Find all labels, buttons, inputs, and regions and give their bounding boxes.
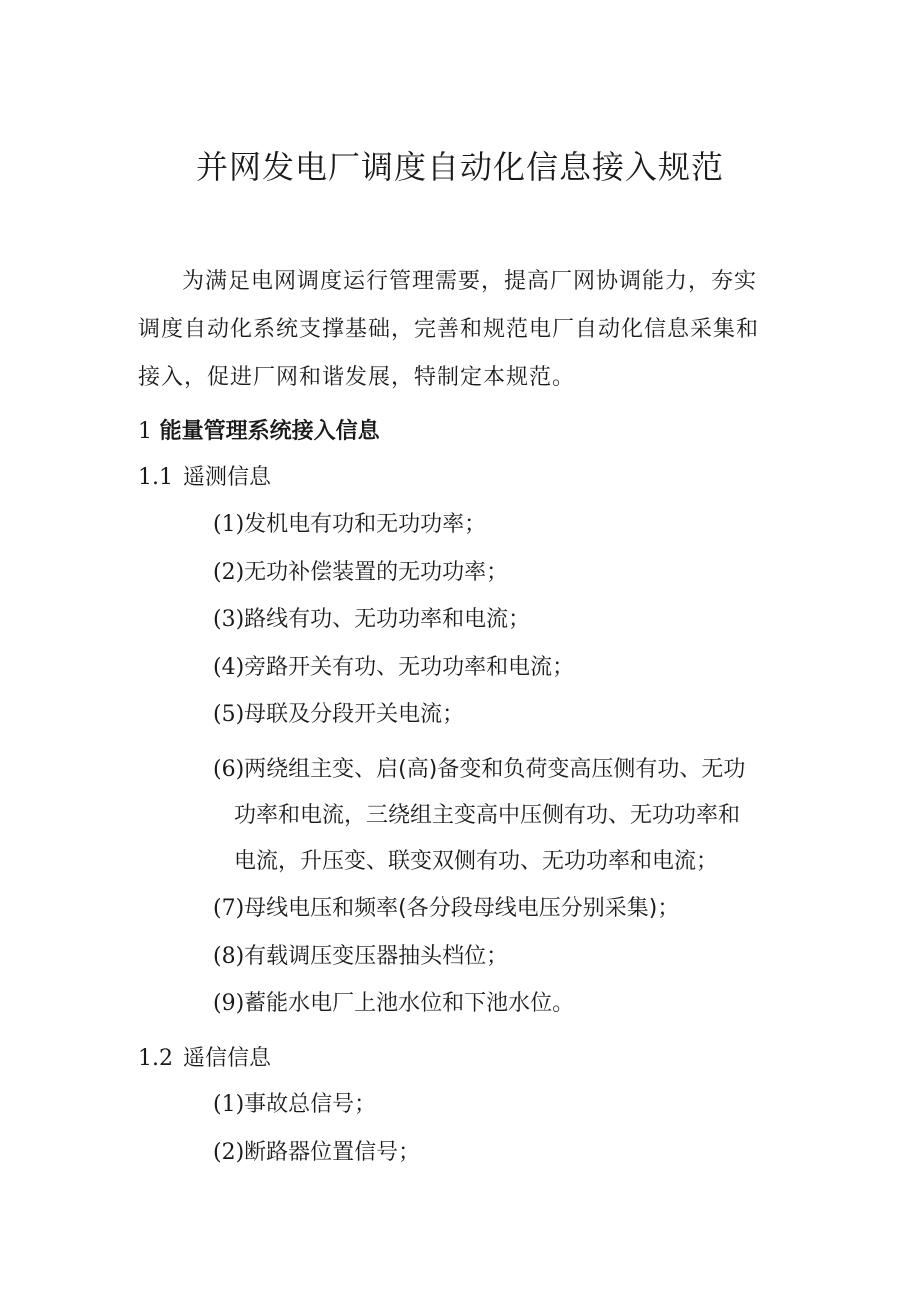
list-item	[213, 550, 793, 596]
section-1-1-heading	[138, 456, 271, 500]
list-item	[213, 502, 793, 548]
list-item	[213, 597, 793, 643]
item-number: (8)	[213, 944, 245, 969]
document-title: 并网发电厂调度自动化信息接入规范	[195, 148, 724, 186]
item-text: 蓄能水电厂上池水位和下池水位。	[244, 991, 575, 1016]
item-number: (3)	[213, 607, 245, 632]
intro-paragraph: 为满足电网调度运行管理需要，提高厂网协调能力，夯实调度自动化系统支撑基础，完善和规范电厂自动化信息采集和接入，促进厂网和谐发展，特制定本规范。	[138, 269, 760, 390]
list-item	[213, 747, 788, 885]
list-item	[213, 1082, 793, 1128]
section-title: 遥测信息	[183, 465, 272, 490]
section-number: 1.2	[138, 1046, 173, 1071]
item-text: 事故总信号；	[244, 1092, 377, 1117]
section-number: 1.1	[138, 465, 173, 490]
item-text: 断路器位置信号；	[244, 1140, 421, 1165]
item-number: (2)	[213, 560, 245, 585]
list-item	[213, 1130, 793, 1176]
section-number: 1	[138, 419, 152, 444]
item-number: (2)	[213, 1140, 245, 1165]
item-text-line-3: 电流，升压变、联变双侧有功、无功功率和电流；	[234, 849, 719, 874]
list-item	[213, 981, 793, 1027]
item-number: (1)	[213, 512, 245, 537]
list-item	[213, 886, 793, 932]
item-text: 母线电压和频率(各分段母线电压分别采集)；	[244, 896, 680, 921]
item-text: 母联及分段开关电流；	[244, 702, 465, 727]
item-text: 路线有功、无功功率和电流；	[244, 607, 531, 632]
section-title: 能量管理系统接入信息	[159, 419, 380, 444]
section-title: 遥信信息	[183, 1046, 272, 1071]
item-text: 旁路开关有功、无功功率和电流；	[244, 655, 575, 680]
item-number: (1)	[213, 1092, 245, 1117]
item-text: 无功补偿装置的无功功率；	[244, 560, 509, 585]
item-number: (9)	[213, 991, 245, 1016]
item-text: 发机电有功和无功功率；	[244, 512, 487, 537]
item-text-line-2: 功率和电流，三绕组主变高中压侧有功、无功功率和	[234, 803, 741, 828]
item-text-line-1: 两绕组主变、启(高)备变和负荷变高压侧有功、无功	[244, 757, 746, 782]
item-number: (7)	[213, 896, 245, 921]
list-item	[213, 645, 793, 691]
section-1-2-heading	[138, 1037, 271, 1081]
item-number: (6)	[213, 757, 245, 782]
list-item	[213, 692, 793, 738]
item-number: (4)	[213, 655, 245, 680]
list-item	[213, 934, 793, 980]
section-1-heading	[138, 410, 380, 454]
item-text: 有载调压变压器抽头档位；	[244, 944, 509, 969]
item-number: (5)	[213, 702, 245, 727]
